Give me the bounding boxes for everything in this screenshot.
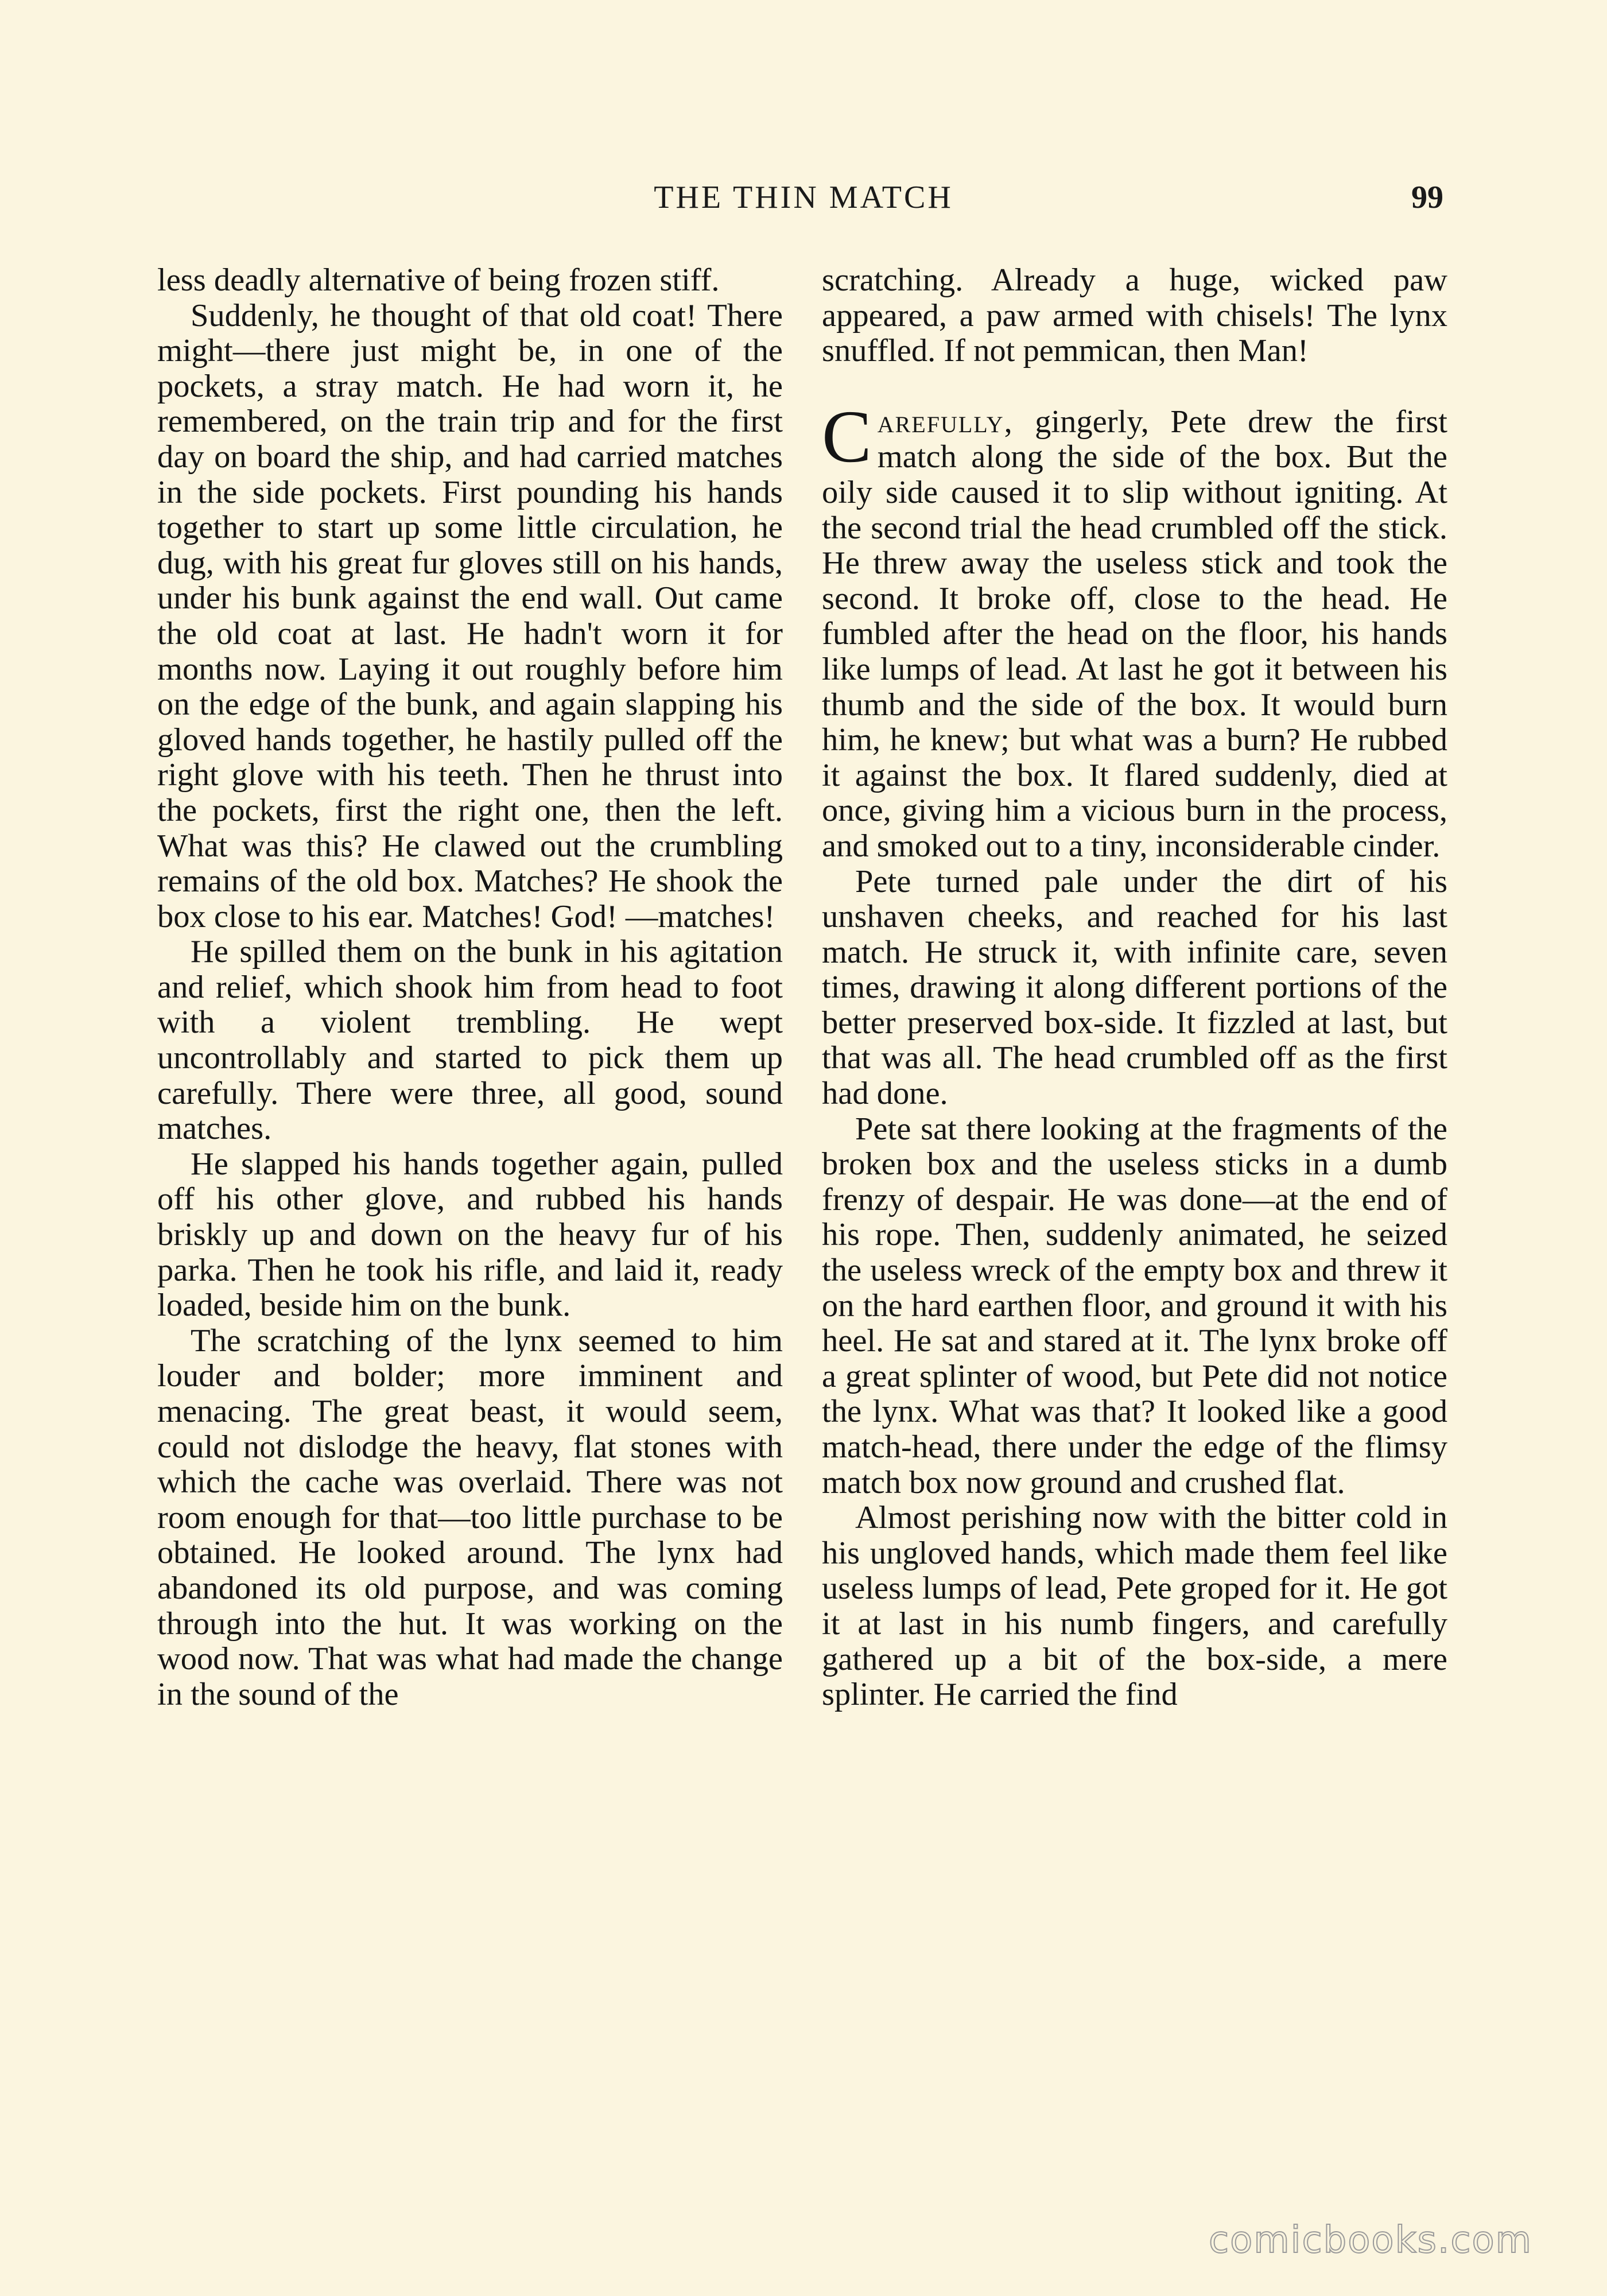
paragraph: He slapped his hands together again, pulled off his other glove, and rubbed his hands briskly up and down on the heavy fur of his parka. Then he took his rifle, and laid it, ready loaded, beside him on the bunk. [157, 1146, 783, 1324]
paragraph: Pete sat there looking at the fragments of the broken box and the useless sticks in a dumb frenzy of despair. He was done—at the end of his rope. Then, suddenly animated, he seized the useless wreck of the empty box and threw it on the hard earthen floor, and ground it with his heel. He sat and stared at it. The lynx broke off a great splinter of wood, but Pete did not notice the lynx. What was that? It looked like a good match-head, there under the edge of the flimsy match box now ground and crushed flat. [822, 1111, 1447, 1500]
paragraph: Suddenly, he thought of that old coat! There might—there just might be, in one of the pockets, a stray match. He had worn it, he remembered, on the train trip and for the first day on board the ship, and had carried matches in the side pockets. First pounding his hands together to start up some little circulation, he dug, with his great fur gloves still on his hands, under his bunk against the end wall. Out came the old coat at last. He hadn't worn it for months now. Laying it out roughly before him on the edge of the bunk, and again slapping his gloved hands together, he hastily pulled off the right glove with his teeth. Then he thrust into the pockets, first the right one, then the left. What was this? He clawed out the crumbling remains of the old box. Matches? He shook the box close to his ear. Matches! God! —matches! [157, 297, 783, 934]
drop-cap: C [822, 395, 872, 478]
paragraph: scratching. Already a huge, wicked paw appeared, a paw armed with chisels! The lynx snuffled. If not pemmican, then Man! [822, 262, 1447, 369]
small-caps-lead: arefully, [877, 404, 1014, 440]
section-opening-paragraph [822, 395, 1447, 864]
paragraph-text: gingerly, Pete drew the first match along the side of the box. But the oily side caused it to slip without igniting. At the second trial the head crumbled off the stick. He threw away the useless stick and took the second. It broke off, close to the head. He fumbled after the head on the floor, his hands like lumps of lead. At last he got it between his thumb and the side of the box. It would burn him, he knew; but what was a burn? He rubbed it against the box. It flared suddenly, died at once, giving him a vicious burn in the process, and smoked out to a tiny, inconsiderable cinder. [822, 404, 1447, 864]
paragraph: He spilled them on the bunk in his agitation and relief, which shook him from head to foot with a violent trembling. He wept uncontrollably and started to pick them up carefully. There were three, all good, sound matches. [157, 934, 783, 1147]
right-column [822, 263, 1447, 1713]
paragraph: Pete turned pale under the dirt of his unshaven cheeks, and reached for his last match. He struck it, with infinite care, seven times, drawing it along different portions of the better preserved box-side. It fizzled at last, but that was all. The head crumbled off as the first had done. [822, 863, 1447, 1112]
page-number: 99 [1411, 180, 1443, 215]
left-column [157, 263, 783, 1712]
paragraph: The scratching of the lynx seemed to him louder and bolder; more imminent and menacing. The great beast, it would seem, could not dislodge the heavy, flat stones with which the cache was overlaid. There was not room enough for that—too little purchase to be obtained. He looked around. The lynx had abandoned its old purpose, and was coming through into the hut. It was working on the wood now. That was what had made the change in the sound of the [157, 1322, 783, 1712]
watermark-text: comicbooks.com [1208, 2219, 1532, 2262]
paragraph: less deadly alternative of being frozen stiff. [157, 262, 720, 298]
section-break [822, 369, 1447, 405]
paragraph: Almost perishing now with the bitter cold in his ungloved hands, which made them feel like useless lumps of lead, Pete groped for it. He got it at last in his numb fingers, and carefully gathered up a bit of the box-side, a mere splinter. He carried the find [822, 1500, 1447, 1713]
running-head-title: THE THIN MATCH [654, 180, 953, 215]
